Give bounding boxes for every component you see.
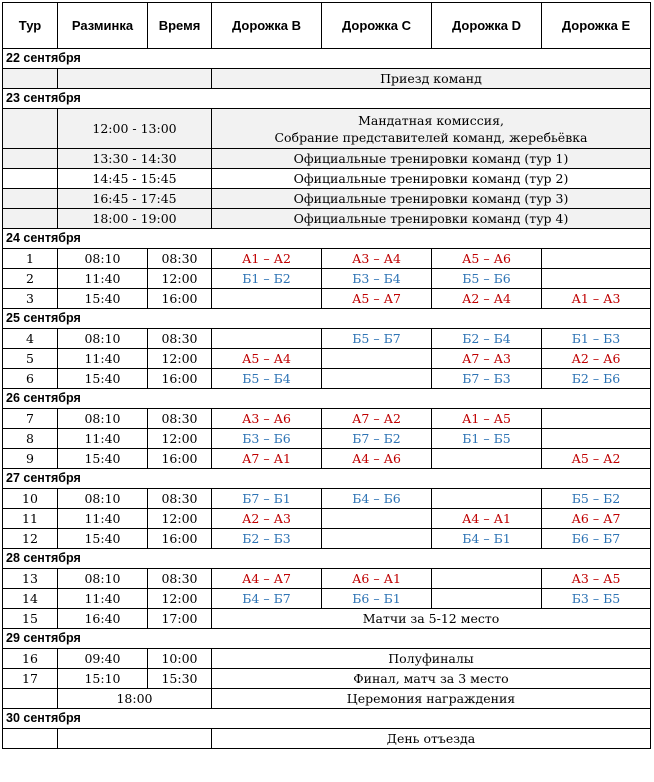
date-label: 23 сентября	[3, 89, 651, 109]
event-text-line: День отъезда	[386, 731, 476, 746]
lane-b-match	[212, 329, 322, 349]
lane-b-match	[212, 289, 322, 309]
event-text-line: Приезд команд	[380, 71, 482, 86]
col-header-warmup: Разминка	[58, 3, 148, 49]
col-header-lane-e: Дорожка E	[542, 3, 651, 49]
col-header-lane-c: Дорожка C	[322, 3, 432, 49]
matches-description: Полуфиналы	[212, 649, 651, 669]
tour-number: 5	[3, 349, 58, 369]
lane-c-match: Б4 – Б6	[322, 489, 432, 509]
lane-d-match: А7 – А3	[432, 349, 542, 369]
tour-number: 1	[3, 249, 58, 269]
match-row	[3, 649, 651, 669]
match-row	[3, 509, 651, 529]
ceremony-row	[3, 689, 651, 709]
date-row	[3, 709, 651, 729]
event-text	[212, 149, 651, 169]
warmup-time: 11:40	[58, 349, 148, 369]
lane-b-match: А4 – А7	[212, 569, 322, 589]
match-row	[3, 269, 651, 289]
match-row	[3, 529, 651, 549]
lane-d-match: Б1 – Б5	[432, 429, 542, 449]
lane-e-match	[542, 249, 651, 269]
match-row	[3, 589, 651, 609]
date-label: 28 сентября	[3, 549, 651, 569]
tour-number: 10	[3, 489, 58, 509]
date-label: 25 сентября	[3, 309, 651, 329]
match-row	[3, 569, 651, 589]
date-row	[3, 549, 651, 569]
start-time: 16:00	[148, 369, 212, 389]
start-time: 08:30	[148, 569, 212, 589]
date-row	[3, 389, 651, 409]
tour-number: 16	[3, 649, 58, 669]
col-header-lane-d: Дорожка D	[432, 3, 542, 49]
date-row	[3, 469, 651, 489]
lane-e-match: А2 – А6	[542, 349, 651, 369]
tour-cell	[3, 729, 58, 749]
tour-cell	[3, 169, 58, 189]
tour-number: 7	[3, 409, 58, 429]
warmup-time: 15:40	[58, 529, 148, 549]
lane-b-match: А7 – А1	[212, 449, 322, 469]
warmup-time: 09:40	[58, 649, 148, 669]
lane-d-match	[432, 569, 542, 589]
event-time	[58, 69, 212, 89]
lane-b-match: Б1 – Б2	[212, 269, 322, 289]
event-text	[212, 209, 651, 229]
event-text-line: Официальные тренировки команд (тур 1)	[293, 151, 569, 166]
event-text	[212, 69, 651, 89]
lane-c-match	[322, 529, 432, 549]
lane-c-match: А5 – А7	[322, 289, 432, 309]
ceremony-text: Церемония награждения	[212, 689, 651, 709]
event-text-line: Официальные тренировки команд (тур 2)	[293, 171, 569, 186]
event-row	[3, 729, 651, 749]
match-row	[3, 609, 651, 629]
event-text	[212, 109, 651, 149]
lane-d-match: А4 – А1	[432, 509, 542, 529]
matches-description: Матчи за 5-12 место	[212, 609, 651, 629]
lane-b-match: Б2 – Б3	[212, 529, 322, 549]
col-header-lane-b: Дорожка B	[212, 3, 322, 49]
lane-b-match: А3 – А6	[212, 409, 322, 429]
warmup-time: 08:10	[58, 249, 148, 269]
lane-e-match	[542, 269, 651, 289]
match-row	[3, 429, 651, 449]
event-time: 13:30 - 14:30	[58, 149, 212, 169]
col-header-tour: Тур	[3, 3, 58, 49]
tour-cell	[3, 189, 58, 209]
warmup-time: 11:40	[58, 269, 148, 289]
event-text	[212, 169, 651, 189]
tour-cell	[3, 109, 58, 149]
lane-b-match: Б3 – Б6	[212, 429, 322, 449]
lane-c-match: Б6 – Б1	[322, 589, 432, 609]
lane-c-match: А6 – А1	[322, 569, 432, 589]
lane-b-match: А2 – А3	[212, 509, 322, 529]
start-time: 16:00	[148, 289, 212, 309]
warmup-time: 15:40	[58, 449, 148, 469]
event-row	[3, 209, 651, 229]
schedule-table	[2, 2, 651, 749]
lane-e-match: А3 – А5	[542, 569, 651, 589]
lane-c-match: А7 – А2	[322, 409, 432, 429]
match-row	[3, 289, 651, 309]
tour-cell	[3, 69, 58, 89]
warmup-time: 08:10	[58, 329, 148, 349]
event-text	[212, 189, 651, 209]
event-time: 12:00 - 13:00	[58, 109, 212, 149]
match-row	[3, 409, 651, 429]
match-row	[3, 369, 651, 389]
lane-c-match: А4 – А6	[322, 449, 432, 469]
event-time: 16:45 - 17:45	[58, 189, 212, 209]
lane-b-match: А1 – А2	[212, 249, 322, 269]
warmup-time: 15:10	[58, 669, 148, 689]
start-time: 12:00	[148, 509, 212, 529]
tour-number: 12	[3, 529, 58, 549]
event-text-line: Официальные тренировки команд (тур 4)	[293, 211, 569, 226]
date-label: 24 сентября	[3, 229, 651, 249]
lane-d-match	[432, 449, 542, 469]
start-time: 08:30	[148, 249, 212, 269]
start-time: 08:30	[148, 489, 212, 509]
lane-c-match	[322, 509, 432, 529]
tour-number: 4	[3, 329, 58, 349]
lane-b-match: Б7 – Б1	[212, 489, 322, 509]
lane-c-match: Б7 – Б2	[322, 429, 432, 449]
date-label: 27 сентября	[3, 469, 651, 489]
match-row	[3, 349, 651, 369]
schedule-body	[3, 49, 651, 749]
event-time	[58, 729, 212, 749]
start-time: 08:30	[148, 329, 212, 349]
tour-cell	[3, 149, 58, 169]
lane-d-match	[432, 589, 542, 609]
ceremony-time: 18:00	[58, 689, 212, 709]
col-header-time: Время	[148, 3, 212, 49]
lane-c-match: Б3 – Б4	[322, 269, 432, 289]
event-text-line: Собрание представителей команд, жеребьёвка	[274, 129, 588, 145]
warmup-time: 11:40	[58, 509, 148, 529]
lane-d-match: А5 – А6	[432, 249, 542, 269]
start-time: 16:00	[148, 529, 212, 549]
warmup-time: 11:40	[58, 589, 148, 609]
date-row	[3, 229, 651, 249]
lane-c-match: А3 – А4	[322, 249, 432, 269]
date-row	[3, 49, 651, 69]
event-row	[3, 189, 651, 209]
tour-cell	[3, 209, 58, 229]
match-row	[3, 669, 651, 689]
date-row	[3, 629, 651, 649]
event-text-line: Мандатная комиссия,	[358, 112, 504, 128]
tour-cell	[3, 689, 58, 709]
lane-d-match: А2 – А4	[432, 289, 542, 309]
event-text	[212, 729, 651, 749]
start-time: 08:30	[148, 409, 212, 429]
lane-d-match	[432, 489, 542, 509]
start-time: 17:00	[148, 609, 212, 629]
matches-description: Финал, матч за 3 место	[212, 669, 651, 689]
warmup-time: 16:40	[58, 609, 148, 629]
lane-e-match: Б5 – Б2	[542, 489, 651, 509]
header-row	[3, 3, 651, 49]
lane-b-match: Б5 – Б4	[212, 369, 322, 389]
event-time: 18:00 - 19:00	[58, 209, 212, 229]
lane-e-match	[542, 409, 651, 429]
event-row	[3, 109, 651, 149]
start-time: 12:00	[148, 589, 212, 609]
start-time: 12:00	[148, 349, 212, 369]
match-row	[3, 489, 651, 509]
warmup-time: 08:10	[58, 489, 148, 509]
tour-number: 9	[3, 449, 58, 469]
lane-e-match	[542, 429, 651, 449]
event-text-line: Официальные тренировки команд (тур 3)	[293, 191, 569, 206]
date-label: 30 сентября	[3, 709, 651, 729]
lane-e-match: А6 – А7	[542, 509, 651, 529]
date-label: 22 сентября	[3, 49, 651, 69]
lane-d-match: Б4 – Б1	[432, 529, 542, 549]
date-row	[3, 309, 651, 329]
start-time: 10:00	[148, 649, 212, 669]
event-time: 14:45 - 15:45	[58, 169, 212, 189]
lane-b-match: Б4 – Б7	[212, 589, 322, 609]
tour-number: 6	[3, 369, 58, 389]
start-time: 12:00	[148, 269, 212, 289]
lane-e-match: А1 – А3	[542, 289, 651, 309]
match-row	[3, 449, 651, 469]
start-time: 15:30	[148, 669, 212, 689]
lane-e-match: Б3 – Б5	[542, 589, 651, 609]
tour-number: 17	[3, 669, 58, 689]
lane-d-match: А1 – А5	[432, 409, 542, 429]
warmup-time: 15:40	[58, 289, 148, 309]
tour-number: 15	[3, 609, 58, 629]
warmup-time: 15:40	[58, 369, 148, 389]
warmup-time: 11:40	[58, 429, 148, 449]
event-row	[3, 69, 651, 89]
match-row	[3, 329, 651, 349]
warmup-time: 08:10	[58, 409, 148, 429]
tour-number: 11	[3, 509, 58, 529]
start-time: 12:00	[148, 429, 212, 449]
lane-c-match	[322, 369, 432, 389]
date-row	[3, 89, 651, 109]
match-row	[3, 249, 651, 269]
lane-e-match: Б6 – Б7	[542, 529, 651, 549]
start-time: 16:00	[148, 449, 212, 469]
tour-number: 8	[3, 429, 58, 449]
warmup-time: 08:10	[58, 569, 148, 589]
date-label: 26 сентября	[3, 389, 651, 409]
lane-d-match: Б2 – Б4	[432, 329, 542, 349]
lane-b-match: А5 – А4	[212, 349, 322, 369]
tour-number: 3	[3, 289, 58, 309]
lane-c-match: Б5 – Б7	[322, 329, 432, 349]
tour-number: 13	[3, 569, 58, 589]
lane-d-match: Б7 – Б3	[432, 369, 542, 389]
tour-number: 14	[3, 589, 58, 609]
lane-e-match: Б2 – Б6	[542, 369, 651, 389]
lane-e-match: Б1 – Б3	[542, 329, 651, 349]
event-row	[3, 169, 651, 189]
event-row	[3, 149, 651, 169]
lane-e-match: А5 – А2	[542, 449, 651, 469]
lane-d-match: Б5 – Б6	[432, 269, 542, 289]
date-label: 29 сентября	[3, 629, 651, 649]
lane-c-match	[322, 349, 432, 369]
tour-number: 2	[3, 269, 58, 289]
